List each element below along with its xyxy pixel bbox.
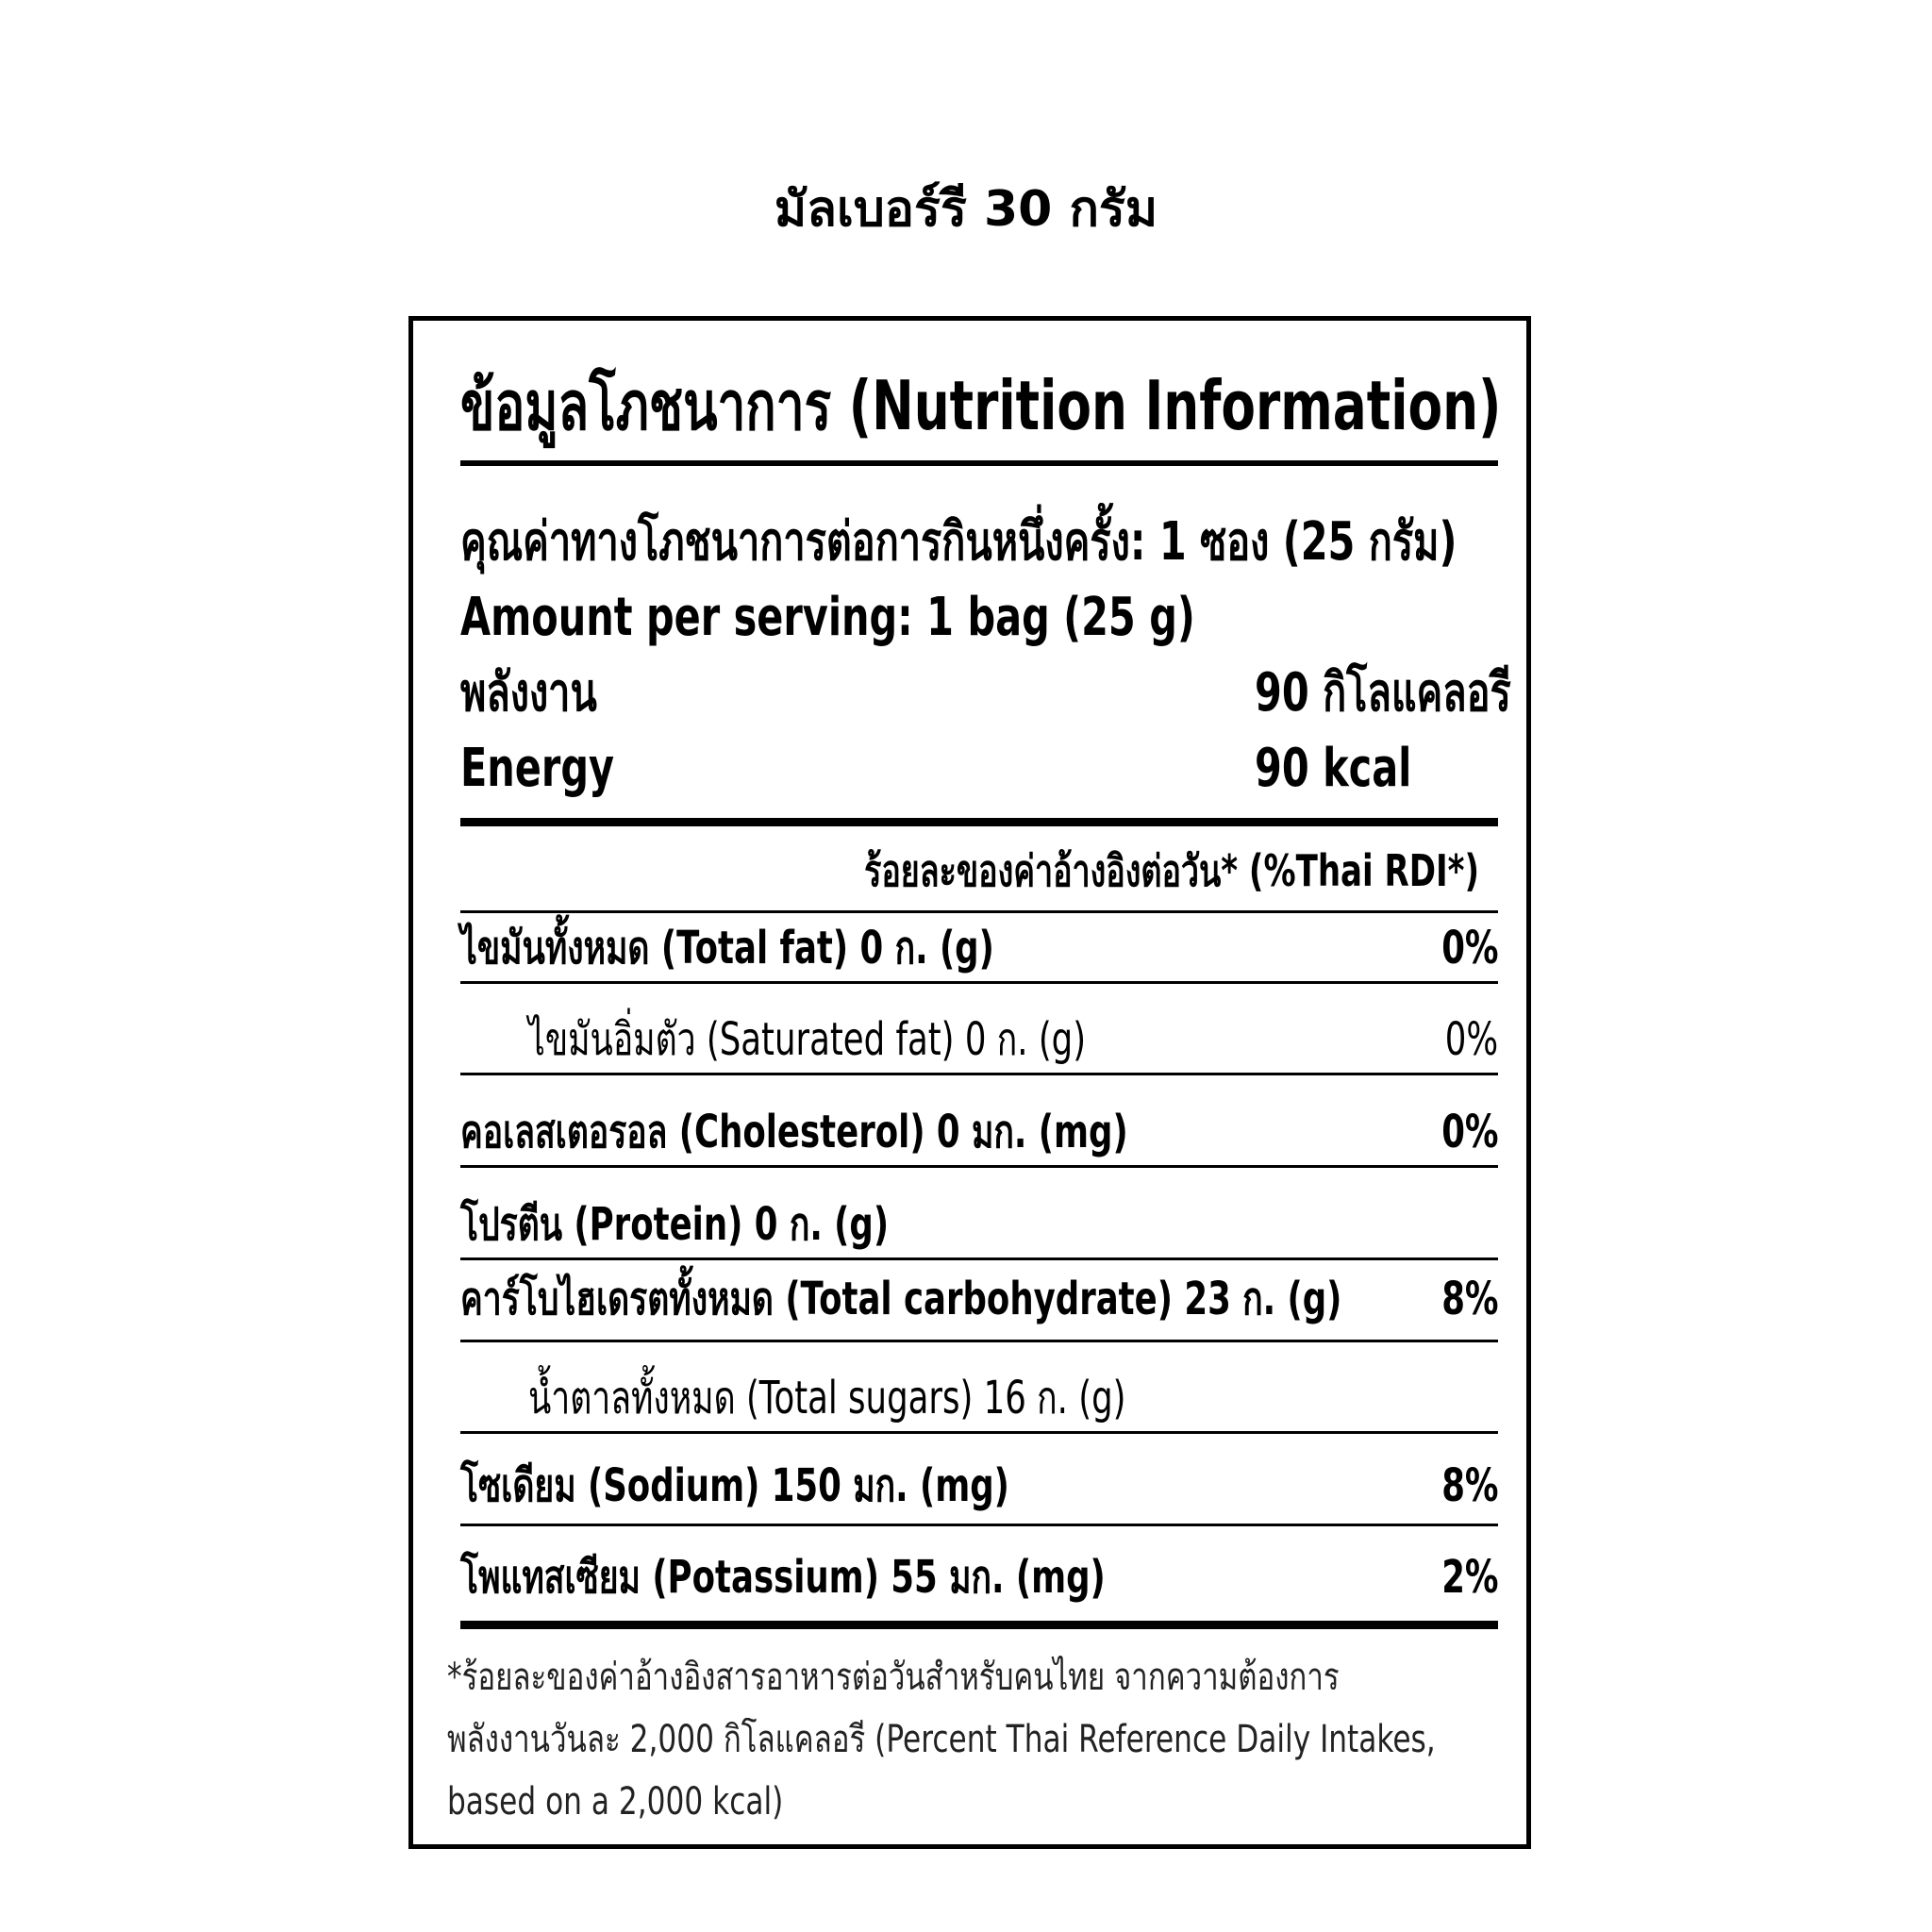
nutrient-row-total-carbohydrate (460, 1266, 1498, 1332)
rdi-header (648, 840, 1479, 902)
rdi-header-text: ร้อยละของค่าอ้างอิงต่อวัน* (%Thai RDI*) (864, 845, 1479, 896)
footnote-divider (460, 1621, 1498, 1629)
serving-size-thai-text: คุณค่าทางโภชนาการต่อการกินหนึ่งครั้ง: 1 ซอง (25 กรัม) (460, 511, 1457, 573)
energy-label-thai-text: พลังงาน (460, 662, 597, 724)
energy-value-thai-text: 90 กิโลแคลอรี (1255, 662, 1511, 724)
nutrient-label: ไขมันอิ่มตัว (Saturated fat) 0 ก. (g) (528, 1013, 1087, 1066)
nutrient-percent: 0% (1441, 1106, 1498, 1158)
nutrient-row-sodium (460, 1453, 1498, 1519)
serving-size-english-text: Amount per serving: 1 bag (25 g) (460, 587, 1195, 648)
energy-label-english-text: Energy (460, 738, 615, 799)
panel-heading-text: ข้อมูลโภชนาการ (Nutrition Information) (460, 366, 1502, 445)
nutrient-row-saturated-fat (460, 1007, 1498, 1073)
energy-value-english (1255, 736, 1467, 802)
nutrient-row-total-fat (460, 915, 1498, 981)
nutrient-percent: 0% (1441, 922, 1498, 974)
footnote-line: *ร้อยละของค่าอ้างอิงสารอาหารต่อวันสำหรับคนไทย จากความต้องการ (447, 1656, 1340, 1699)
energy-divider (460, 818, 1498, 826)
row-divider (460, 1073, 1498, 1075)
row-divider (460, 1340, 1498, 1342)
energy-value-english-text: 90 kcal (1255, 738, 1412, 799)
nutrient-percent: 0% (1444, 1013, 1498, 1066)
nutrient-label: โซเดียม (Sodium) 150 มก. (mg) (460, 1459, 1009, 1512)
nutrition-panel (408, 316, 1531, 1849)
footnote-line: based on a 2,000 kcal) (447, 1780, 784, 1824)
row-divider (460, 981, 1498, 984)
nutrient-row-potassium (460, 1544, 1498, 1610)
footnote (447, 1646, 1513, 1833)
nutrient-label: โปรตีน (Protein) 0 ก. (g) (460, 1198, 890, 1251)
heading-divider (460, 460, 1498, 466)
row-divider (460, 1524, 1498, 1526)
serving-size-thai (460, 509, 1807, 575)
energy-label-english (460, 736, 668, 802)
product-title: มัลเบอร์รี 30 กรัม (774, 181, 1158, 238)
row-divider (460, 1431, 1498, 1434)
nutrient-label: ไขมันทั้งหมด (Total fat) 0 ก. (g) (460, 922, 994, 974)
nutrient-label: คอเลสเตอรอล (Cholesterol) 0 มก. (mg) (460, 1106, 1128, 1158)
panel-heading (460, 358, 1867, 453)
nutrient-row-total-sugars (460, 1365, 1498, 1431)
row-divider (460, 910, 1498, 913)
energy-label-thai (460, 660, 645, 726)
energy-value-thai (1255, 660, 1601, 726)
footnote-line: พลังงานวันละ 2,000 กิโลแคลอรี (Percent Thai Reference Daily Intakes, (447, 1718, 1436, 1761)
nutrient-label: น้ำตาลทั้งหมด (Total sugars) 16 ก. (g) (528, 1372, 1126, 1424)
nutrient-label: โพแทสเซียม (Potassium) 55 มก. (mg) (460, 1551, 1106, 1604)
nutrient-percent: 8% (1441, 1459, 1498, 1512)
nutrient-percent: 2% (1441, 1551, 1498, 1604)
row-divider (460, 1165, 1498, 1168)
nutrient-label: คาร์โบไฮเดรตทั้งหมด (Total carbohydrate) 23 ก. (g) (460, 1273, 1342, 1325)
serving-size-english (460, 585, 1453, 651)
nutrient-percent: 8% (1441, 1273, 1498, 1325)
nutrient-row-protein (460, 1191, 1498, 1257)
row-divider (460, 1257, 1498, 1260)
nutrient-row-cholesterol (460, 1099, 1498, 1165)
